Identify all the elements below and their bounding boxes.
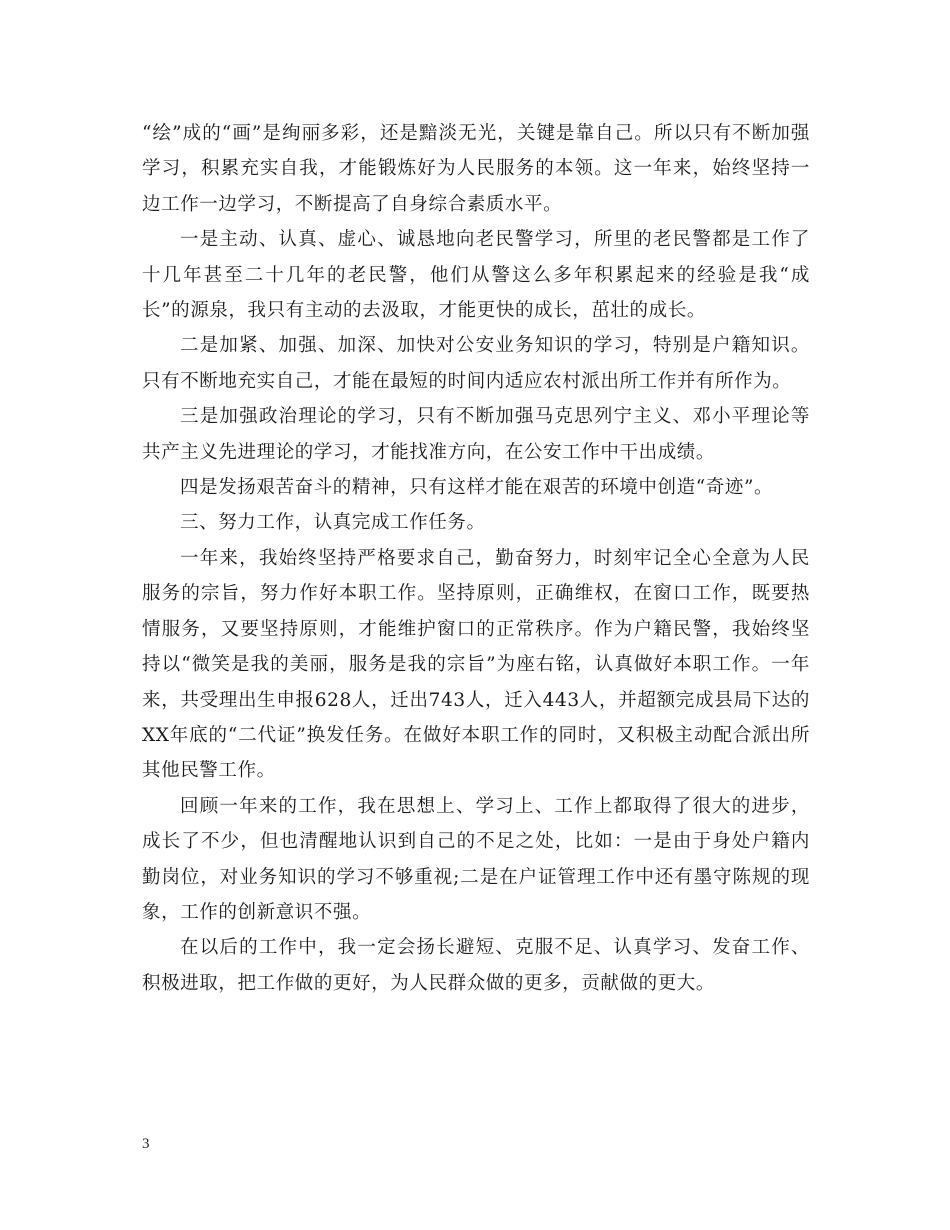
paragraph-4: 三是加强政治理论的学习，只有不断加强马克思列宁主义、邓小平理论等共产主义先进理论的学习，才能找准方向，在公安工作中干出成绩。: [142, 406, 810, 463]
paragraph-5: 四是发扬艰苦奋斗的精神，只有这样才能在艰苦的环境中创造“奇迹”。: [180, 477, 774, 499]
paragraph-2: 一是主动、认真、虚心、诚恳地向老民警学习，所里的老民警都是工作了十几年甚至二十几年的老民警，他们从警这么多年积累起来的经验是我“成长”的源泉，我只有主动的去汲取，才能更快的成长，茁壮的成长。: [142, 229, 810, 322]
paragraph-3: 二是加紧、加强、加深、加快对公安业务知识的学习，特别是户籍知识。只有不断地充实自己，才能在最短的时间内适应农村派出所工作并有所作为。: [142, 335, 810, 392]
document-body: [142, 116, 810, 1001]
page-number: 3: [142, 1136, 150, 1152]
paragraph-8: 回顾一年来的工作，我在思想上、学习上、工作上都取得了很大的进步，成长了不少，但也清醒地认识到自己的不足之处，比如：一是由于身处户籍内勤岗位，对业务知识的学习不够重视;二是在户证管理工作中还有墨守陈规的现象，工作的创新意识不强。: [142, 795, 810, 923]
paragraph-9: 在以后的工作中，我一定会扬长避短、克服不足、认真学习、发奋工作、积极进取，把工作做的更好，为人民群众做的更多，贡献做的更大。: [142, 937, 810, 994]
paragraph-7: 一年来，我始终坚持严格要求自己，勤奋努力，时刻牢记全心全意为人民服务的宗旨，努力作好本职工作。坚持原则，正确维权，在窗口工作，既要热情服务，又要坚持原则，才能维护窗口的正常秩序。作为户籍民警，我始终坚持以“微笑是我的美丽，服务是我的宗旨”为座右铭，认真做好本职工作。一年来，共受理出生申报628人，迁出743人，迁入443人，并超额完成县局下达的XX年底的“二代证”换发任务。在做好本职工作的同时，又积极主动配合派出所其他民警工作。: [142, 547, 810, 782]
section-heading: 三、努力工作，认真完成工作任务。: [180, 512, 486, 534]
paragraph-1: “绘”成的“画”是绚丽多彩，还是黯淡无光，关键是靠自己。所以只有不断加强学习，积累充实自我，才能锻炼好为人民服务的本领。这一年来，始终坚持一边工作一边学习，不断提高了自身综合素质水平。: [142, 123, 810, 215]
